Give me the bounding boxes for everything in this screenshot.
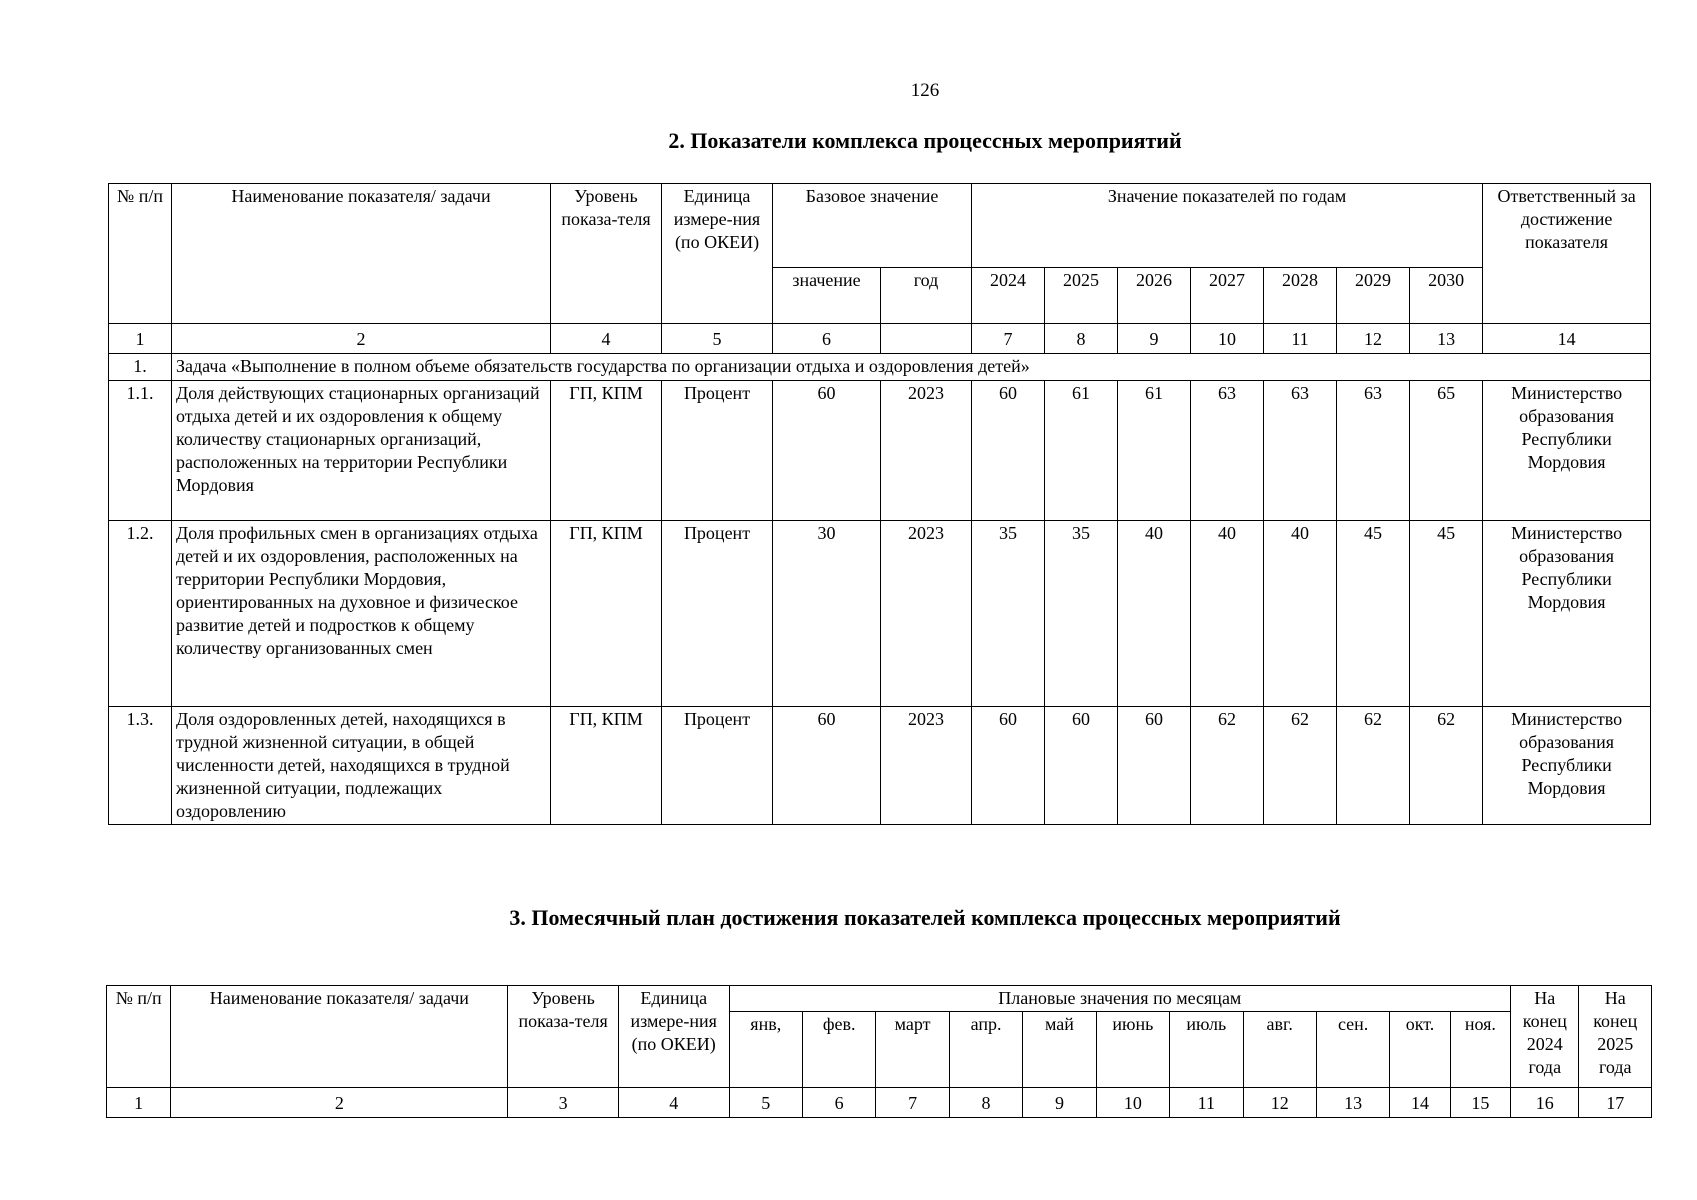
year-header: 2028: [1264, 268, 1337, 324]
index-cell: 13: [1316, 1088, 1389, 1118]
year-header: 2026: [1118, 268, 1191, 324]
year-header: 2025: [1045, 268, 1118, 324]
col-end-2025-header: На конец 2025 года: [1579, 986, 1652, 1088]
index-cell: 11: [1170, 1088, 1243, 1118]
base-year: 2023: [881, 381, 972, 521]
indicator-level: ГП, КПМ: [551, 381, 662, 521]
monthly-plan-table: [106, 985, 1652, 1118]
row-num: 1.1.: [109, 381, 172, 521]
task-num: 1.: [109, 354, 172, 381]
col-num-header: № п/п: [109, 184, 172, 324]
col-months-header: Плановые значения по месяцам: [729, 986, 1511, 1012]
index-cell: 4: [551, 324, 662, 354]
month-header: ноя.: [1450, 1012, 1510, 1088]
indicator-name: Доля оздоровленных детей, находящихся в трудной жизненной ситуации, в общей численности детей, находящихся в трудной жизненной ситуации, подлежащих оздоровлению: [172, 707, 551, 825]
month-header: янв,: [729, 1012, 802, 1088]
index-cell: 14: [1390, 1088, 1450, 1118]
indicator-unit: Процент: [662, 381, 773, 521]
row-num: 1.3.: [109, 707, 172, 825]
index-cell: 17: [1579, 1088, 1652, 1118]
index-cell: 1: [109, 324, 172, 354]
index-cell: 13: [1410, 324, 1483, 354]
table-row: [109, 707, 1651, 825]
indicator-unit: Процент: [662, 707, 773, 825]
year-value: 62: [1264, 707, 1337, 825]
index-cell: 8: [949, 1088, 1022, 1118]
indicator-name: Доля профильных смен в организациях отдыха детей и их оздоровления, расположенных на территории Республики Мордовия, ориентированных на духовное и физическое развитие детей и подростков к общему количеству организованных смен: [172, 521, 551, 707]
index-cell: 2: [172, 324, 551, 354]
year-value: 62: [1191, 707, 1264, 825]
year-value: 65: [1410, 381, 1483, 521]
page-number: 126: [910, 80, 940, 101]
month-header: авг.: [1243, 1012, 1316, 1088]
index-cell: 5: [729, 1088, 802, 1118]
base-value: 60: [773, 381, 881, 521]
month-header: фев.: [802, 1012, 875, 1088]
responsible: Министерство образования Республики Мордовия: [1483, 707, 1651, 825]
month-header: июнь: [1096, 1012, 1169, 1088]
section3-title: 3. Помесячный план достижения показателей комплекса процессных мероприятий: [509, 905, 1341, 930]
year-header: 2030: [1410, 268, 1483, 324]
col-end-2024-header: На конец 2024 года: [1511, 986, 1579, 1088]
year-value: 63: [1191, 381, 1264, 521]
index-cell: 1: [107, 1088, 171, 1118]
column-index-row: [109, 324, 1651, 354]
year-value: 63: [1264, 381, 1337, 521]
index-cell: 7: [972, 324, 1045, 354]
row-num: 1.2.: [109, 521, 172, 707]
year-header: 2024: [972, 268, 1045, 324]
base-year: 2023: [881, 707, 972, 825]
indicators-table: [108, 183, 1651, 825]
month-header: окт.: [1390, 1012, 1450, 1088]
year-header: 2029: [1337, 268, 1410, 324]
year-value: 45: [1337, 521, 1410, 707]
index-cell: 5: [662, 324, 773, 354]
col-years-header: Значение показателей по годам: [972, 184, 1483, 268]
header-row: [107, 986, 1652, 1012]
index-cell: 15: [1450, 1088, 1510, 1118]
indicator-name: Доля действующих стационарных организаций отдыха детей и их оздоровления к общему количеству стационарных организаций, расположенных на территории Республики Мордовия: [172, 381, 551, 521]
table-row: [109, 521, 1651, 707]
index-cell: 10: [1096, 1088, 1169, 1118]
month-header: март: [876, 1012, 949, 1088]
year-value: 61: [1118, 381, 1191, 521]
year-value: 60: [972, 707, 1045, 825]
index-cell: 9: [1118, 324, 1191, 354]
base-year: 2023: [881, 521, 972, 707]
col-responsible-header: Ответственный за достижение показателя: [1483, 184, 1651, 324]
index-cell: 10: [1191, 324, 1264, 354]
year-value: 61: [1045, 381, 1118, 521]
year-value: 60: [972, 381, 1045, 521]
section2-title: 2. Показатели комплекса процессных мероприятий: [668, 128, 1182, 153]
index-cell: 16: [1511, 1088, 1579, 1118]
month-header: сен.: [1316, 1012, 1389, 1088]
index-cell: 6: [802, 1088, 875, 1118]
col-base-header: Базовое значение: [773, 184, 972, 268]
index-cell: 8: [1045, 324, 1118, 354]
year-value: 60: [1118, 707, 1191, 825]
year-value: 35: [972, 521, 1045, 707]
year-header: 2027: [1191, 268, 1264, 324]
year-value: 62: [1337, 707, 1410, 825]
table-row: [109, 381, 1651, 521]
month-header: май: [1023, 1012, 1096, 1088]
year-value: 45: [1410, 521, 1483, 707]
index-cell: 11: [1264, 324, 1337, 354]
index-cell: 4: [618, 1088, 729, 1118]
col-num-header: № п/п: [107, 986, 171, 1088]
col-unit-header: Единица измере-ния (по ОКЕИ): [662, 184, 773, 324]
task-text: Задача «Выполнение в полном объеме обязательств государства по организации отдыха и оздоровления детей»: [172, 354, 1651, 381]
col-level-header: Уровень показа-теля: [508, 986, 619, 1088]
column-index-row: [107, 1088, 1652, 1118]
index-cell: 14: [1483, 324, 1651, 354]
indicator-level: ГП, КПМ: [551, 521, 662, 707]
base-value: 60: [773, 707, 881, 825]
index-cell: 12: [1337, 324, 1410, 354]
year-value: 60: [1045, 707, 1118, 825]
col-unit-header: Единица измере-ния (по ОКЕИ): [618, 986, 729, 1088]
year-value: 40: [1118, 521, 1191, 707]
col-base-value-header: значение: [773, 268, 881, 324]
index-cell: 2: [171, 1088, 508, 1118]
index-cell: [881, 324, 972, 354]
year-value: 62: [1410, 707, 1483, 825]
year-value: 35: [1045, 521, 1118, 707]
month-header: апр.: [949, 1012, 1022, 1088]
responsible: Министерство образования Республики Мордовия: [1483, 521, 1651, 707]
col-name-header: Наименование показателя/ задачи: [171, 986, 508, 1088]
responsible: Министерство образования Республики Мордовия: [1483, 381, 1651, 521]
index-cell: 9: [1023, 1088, 1096, 1118]
col-name-header: Наименование показателя/ задачи: [172, 184, 551, 324]
index-cell: 6: [773, 324, 881, 354]
year-value: 40: [1191, 521, 1264, 707]
base-value: 30: [773, 521, 881, 707]
col-base-year-header: год: [881, 268, 972, 324]
month-header: июль: [1170, 1012, 1243, 1088]
indicator-unit: Процент: [662, 521, 773, 707]
task-row: [109, 354, 1651, 381]
year-value: 40: [1264, 521, 1337, 707]
index-cell: 3: [508, 1088, 619, 1118]
header-row: [109, 184, 1651, 268]
indicator-level: ГП, КПМ: [551, 707, 662, 825]
col-level-header: Уровень показа-теля: [551, 184, 662, 324]
year-value: 63: [1337, 381, 1410, 521]
index-cell: 12: [1243, 1088, 1316, 1118]
index-cell: 7: [876, 1088, 949, 1118]
